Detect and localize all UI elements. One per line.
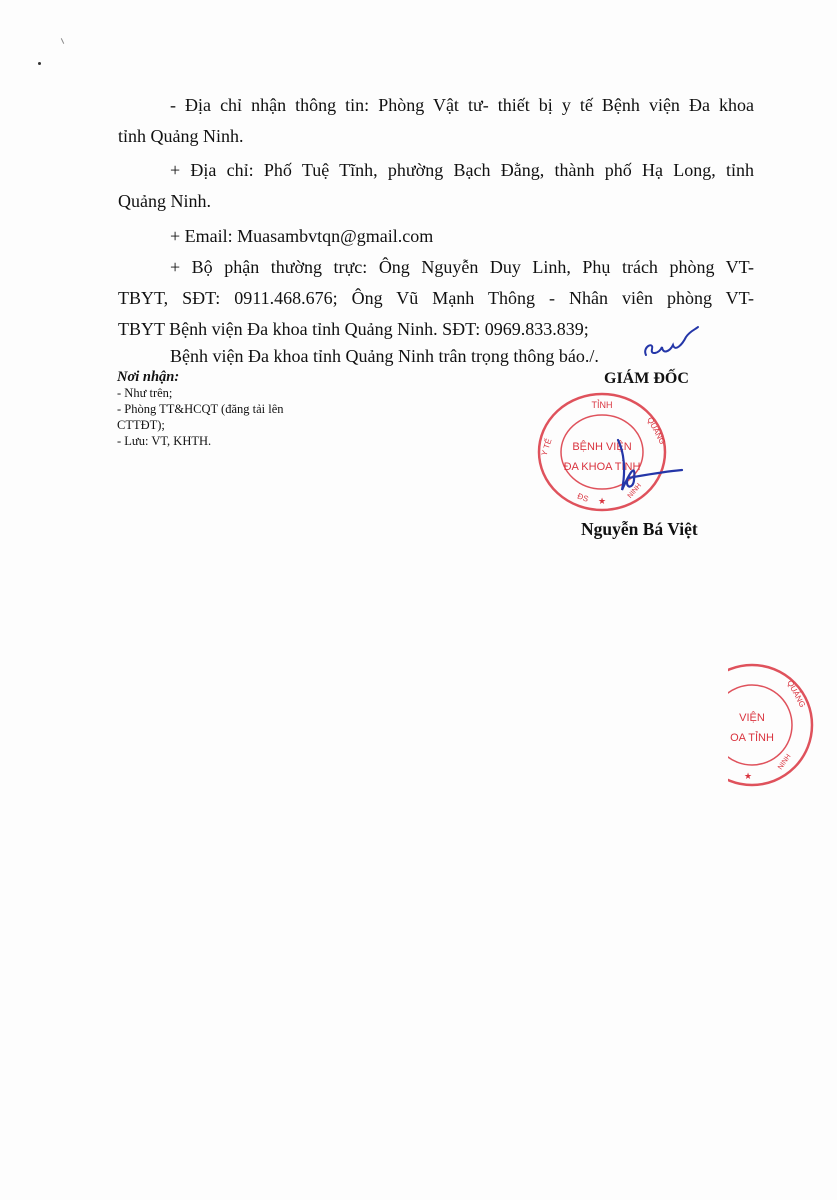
- signer-name: Nguyễn Bá Việt: [581, 519, 698, 539]
- signature-title: GIÁM ĐỐC: [604, 370, 689, 387]
- address-line-1: + Địa chỉ: Phố Tuệ Tĩnh, phường Bạch Đằng, thành phố Hạ Long, tỉnh: [170, 160, 754, 180]
- recipients-block: [117, 369, 357, 449]
- stamp-top-text: TỈNH: [591, 400, 613, 410]
- stamp-bottom-text: ĐS: [576, 491, 590, 504]
- email-line: + Email: Muasambvtqn@gmail.com: [170, 226, 434, 246]
- duty-line-1: + Bộ phận thường trực: Ông Nguyễn Duy Linh, Phụ trách phòng VT-: [170, 257, 754, 277]
- recipient-item: CTTĐT);: [117, 418, 165, 432]
- stamp-left-text: Y TẾ: [539, 437, 554, 457]
- partial-stamp-star-icon: ★: [743, 771, 753, 781]
- director-signature: [600, 432, 690, 502]
- scan-dot: [38, 62, 41, 65]
- duty-line-3: TBYT Bệnh viện Đa khoa tỉnh Quảng Ninh. SĐT: 0969.833.839;: [118, 319, 589, 339]
- address-info-line-1: - Địa chỉ nhận thông tin: Phòng Vật tư- thiết bị y tế Bệnh viện Đa khoa: [170, 95, 754, 115]
- partial-stamp: [728, 657, 818, 793]
- stamp-center-line-2: ĐA KHOA TỈNH: [563, 461, 641, 473]
- closing-line: Bệnh viện Đa khoa tỉnh Quảng Ninh trân trọng thông báo./.: [170, 346, 599, 366]
- partial-stamp-line-1: VIỆN: [739, 712, 765, 724]
- stamp-bottom-right-text: NINH: [626, 482, 644, 500]
- recipient-item: - Phòng TT&HCQT (đăng tải lên: [117, 402, 284, 416]
- recipient-item: - Như trên;: [117, 386, 173, 400]
- partial-stamp-line-2: OA TỈNH: [730, 732, 774, 744]
- recipients-title: Nơi nhận:: [117, 369, 180, 385]
- recipient-item: - Lưu: VT, KHTH.: [117, 434, 212, 448]
- address-line-2: Quảng Ninh.: [118, 191, 211, 211]
- stamp-star-icon: ★: [597, 496, 607, 506]
- scan-mark: [61, 38, 64, 44]
- stamp-center-line-1: BỆNH VIỆN: [572, 441, 632, 453]
- stamp-right-text: QUẢNG: [645, 415, 668, 446]
- duty-line-2: TBYT, SĐT: 0911.468.676; Ông Vũ Mạnh Thông - Nhân viên phòng VT-: [118, 288, 754, 308]
- partial-stamp-bottom-right-text: NINH: [776, 753, 793, 772]
- address-info-line-2: tỉnh Quảng Ninh.: [118, 126, 244, 146]
- partial-stamp-right-text: QUẢNG: [785, 678, 808, 709]
- initials-signature: [640, 325, 702, 361]
